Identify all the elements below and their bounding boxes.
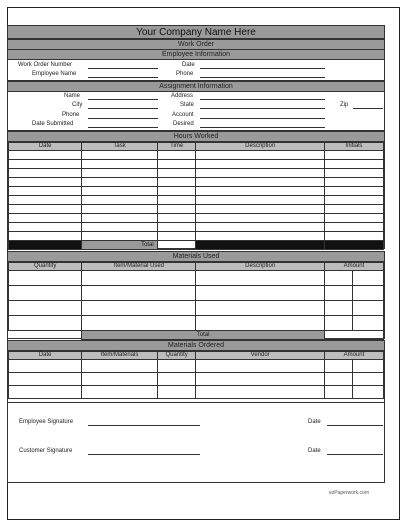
table-row[interactable]	[9, 271, 384, 286]
table-row[interactable]	[9, 205, 384, 214]
table-row[interactable]	[9, 286, 384, 301]
table-row[interactable]	[9, 169, 384, 178]
work-order-number-field[interactable]	[88, 68, 158, 69]
employee-signature-label: Employee Signature	[19, 419, 74, 425]
materials-total-field[interactable]	[324, 331, 383, 340]
assign-name-field[interactable]	[88, 99, 158, 100]
table-row[interactable]	[9, 160, 384, 169]
hours-total-row	[9, 241, 384, 250]
address-field[interactable]	[200, 99, 325, 100]
table-row[interactable]	[9, 232, 384, 241]
col-amount: Amount	[324, 352, 383, 360]
address-label: Address	[171, 93, 194, 99]
date-submitted-field[interactable]	[88, 127, 158, 128]
table-row[interactable]	[9, 223, 384, 232]
assign-name-label: Name	[64, 93, 81, 99]
col-date: Date	[9, 352, 82, 360]
col-time: Time	[157, 143, 196, 151]
date-field[interactable]	[200, 68, 325, 69]
assign-city-field[interactable]	[88, 108, 158, 109]
phone-label: Phone	[176, 71, 194, 77]
customer-signature-label: Customer Signature	[19, 448, 73, 454]
work-order-title: Work Order	[8, 40, 384, 50]
col-task: Task	[82, 143, 157, 151]
col-quantity: Quantity	[157, 352, 196, 360]
date-submitted-label: Date Submitted	[32, 121, 74, 127]
customer-signature-field[interactable]	[88, 454, 200, 455]
state-label: State	[180, 102, 195, 108]
col-description: Description	[196, 143, 324, 151]
account-field[interactable]	[200, 118, 325, 119]
customer-date-field[interactable]	[327, 454, 383, 455]
materials-used-section	[7, 251, 385, 339]
zip-label: Zip	[340, 102, 349, 108]
employee-date-label: Date	[308, 419, 321, 425]
table-row[interactable]	[9, 187, 384, 196]
col-description: Description	[196, 263, 324, 271]
materials-used-header: Materials Used	[8, 252, 384, 262]
table-row[interactable]	[9, 214, 384, 223]
hours-worked-table	[8, 142, 384, 250]
state-field[interactable]	[200, 108, 325, 109]
desired-label: Desired	[173, 121, 194, 127]
materials-total-label: Total	[82, 331, 325, 340]
col-quantity: Quantity	[9, 263, 82, 271]
employee-name-field[interactable]	[88, 77, 158, 78]
col-initials: Initials	[324, 143, 383, 151]
table-row[interactable]	[9, 386, 384, 399]
employee-date-field[interactable]	[327, 425, 383, 426]
col-date: Date	[9, 143, 82, 151]
table-row[interactable]	[9, 151, 384, 160]
hours-worked-header: Hours Worked	[8, 132, 384, 142]
zip-field[interactable]	[353, 108, 383, 109]
table-row[interactable]	[9, 360, 384, 373]
materials-total-row	[9, 331, 384, 340]
date-label: Date	[182, 62, 195, 68]
materials-ordered-header: Materials Ordered	[8, 341, 384, 351]
hours-total-label: Total	[82, 241, 157, 250]
col-amount: Amount	[324, 263, 383, 271]
company-name-banner: Your Company Name Here	[7, 25, 385, 39]
customer-date-label: Date	[308, 448, 321, 454]
assign-city-label: City	[72, 102, 83, 108]
employee-info-header: Employee Information	[8, 50, 384, 60]
col-item-material: Item/Material Used	[82, 263, 196, 271]
work-order-number-label: Work Order Number	[18, 62, 72, 68]
desired-field[interactable]	[200, 127, 325, 128]
hours-total-field[interactable]	[157, 241, 196, 250]
assign-phone-label: Phone	[62, 112, 80, 118]
materials-ordered-section	[7, 340, 385, 403]
materials-used-table	[8, 262, 384, 340]
table-row[interactable]	[9, 196, 384, 205]
assignment-header: Assignment Information	[8, 82, 384, 92]
hours-worked-section	[7, 131, 385, 249]
table-row[interactable]	[9, 316, 384, 331]
signature-section	[7, 403, 385, 483]
col-vendor: Vendor	[196, 352, 324, 360]
table-row[interactable]	[9, 301, 384, 316]
col-item-materials: Item/Materials	[82, 352, 157, 360]
employee-name-label: Employee Name	[32, 71, 77, 77]
table-row[interactable]	[9, 373, 384, 386]
account-label: Account	[172, 112, 194, 118]
assign-phone-field[interactable]	[88, 118, 158, 119]
footer-text: ezPaperwork.com	[328, 490, 369, 496]
table-row[interactable]	[9, 178, 384, 187]
materials-ordered-table	[8, 351, 384, 399]
phone-field[interactable]	[200, 77, 325, 78]
employee-signature-field[interactable]	[88, 425, 200, 426]
